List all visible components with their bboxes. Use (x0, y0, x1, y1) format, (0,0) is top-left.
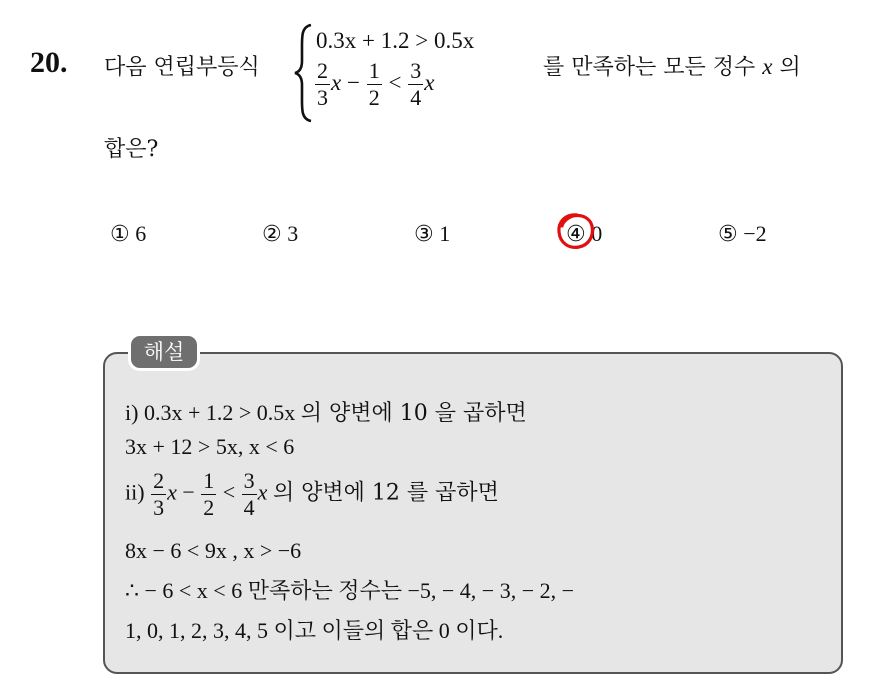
choice-1[interactable]: ① 6 (110, 221, 147, 247)
choice-3[interactable]: ③ 1 (414, 221, 451, 247)
fraction-3-4: $\frac{3}{4}$ (410, 58, 422, 110)
solution-line-3: ii) $\frac{2}{3}$ x − $\frac{1}{2}$ < $\frac{3}{4}$ x 의 양변에 12 를 곱하면 (125, 468, 499, 520)
question-line-2: 합은? (104, 137, 159, 162)
question-prefix: 다음 연립부등식 (104, 55, 260, 80)
choice-2[interactable]: ② 3 (262, 221, 299, 247)
choice-5[interactable]: ⑤ −2 (718, 221, 767, 247)
system-inequality-1: 0.3x + 1.2 > 0.5x (316, 28, 475, 53)
solution-tag: 해설 (128, 333, 200, 371)
question-number: 20. (30, 46, 68, 79)
fraction-2-3: $\frac{2}{3}$ (153, 468, 165, 520)
fraction-3-4: $\frac{3}{4}$ (243, 468, 255, 520)
system-brace (293, 23, 315, 123)
question-suffix: 를 만족하는 모든 정수 x 의 (543, 54, 801, 80)
solution-line-4: 8x − 6 < 9x , x > −6 (125, 538, 302, 563)
fraction-1-2: $\frac{1}{2}$ (203, 468, 215, 520)
system-inequality-2: $\frac{2}{3}$ x − $\frac{1}{2}$ < $\frac{3}{4}$ x (317, 58, 435, 110)
fraction-2-3: $\frac{2}{3}$ (317, 58, 328, 110)
fraction-1-2: $\frac{1}{2}$ (368, 58, 380, 110)
solution-line-5: ∴ − 6 < x < 6 만족하는 정수는 −5, − 4, − 3, − 2, − (125, 578, 575, 603)
solution-line-1: i) 0.3x + 1.2 > 0.5x 의 양변에 10 을 곱하면 (125, 400, 527, 426)
choice-4[interactable]: ④ 0 (566, 221, 603, 247)
answer-circle-mark (555, 210, 597, 252)
solution-line-2: 3x + 12 > 5x, x < 6 (125, 434, 295, 459)
solution-line-6: 1, 0, 1, 2, 3, 4, 5 이고 이들의 합은 0 이다. (125, 618, 504, 643)
